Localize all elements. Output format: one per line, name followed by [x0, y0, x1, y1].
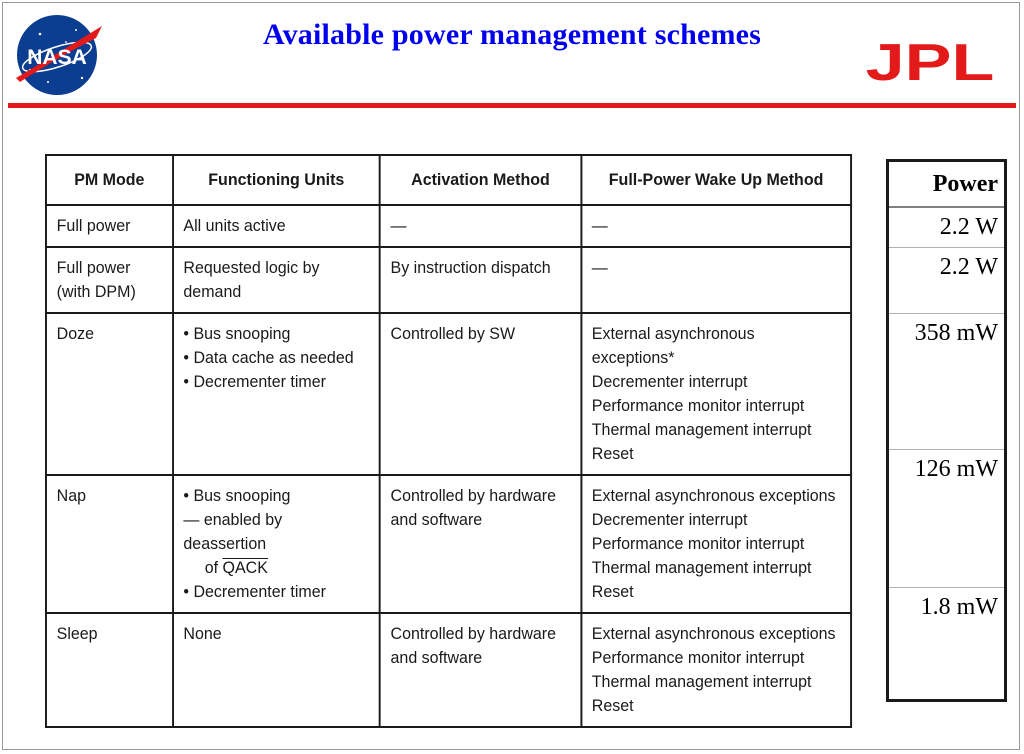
- header-activation-method: Activation Method: [380, 155, 581, 205]
- svg-text:JPL: JPL: [865, 36, 995, 86]
- cell-wake: External asynchronous exceptions Performance monitor interrupt Thermal management interrupt Reset: [581, 613, 851, 727]
- table-row: [46, 247, 851, 313]
- cell-mode: Full power (with DPM): [46, 247, 173, 313]
- power-value: 2.2 W: [888, 248, 1006, 314]
- table-row: [46, 313, 851, 475]
- qack-signal: QACK: [222, 559, 268, 577]
- cell-units: • Bus snooping — enabled by deassertion of QACK • Decrementer timer: [173, 475, 380, 613]
- cell-mode: Nap: [46, 475, 173, 613]
- cell-units: None: [173, 613, 380, 727]
- header-functioning-units: Functioning Units: [173, 155, 380, 205]
- svg-text:NASA: NASA: [27, 46, 87, 69]
- power-row: [888, 450, 1006, 588]
- table-header-row: [46, 155, 851, 205]
- header-pm-mode: PM Mode: [46, 155, 173, 205]
- power-modes-table: [45, 154, 852, 728]
- cell-mode: Doze: [46, 313, 173, 475]
- table-row: [46, 613, 851, 727]
- cell-units: All units active: [173, 205, 380, 247]
- table-row: [46, 205, 851, 247]
- jpl-logo-icon: [850, 36, 1010, 86]
- cell-wake: External asynchronous exceptions* Decrementer interrupt Performance monitor interrupt Thermal management interrupt Reset: [581, 313, 851, 475]
- power-row: [888, 314, 1006, 450]
- power-column-table: [886, 159, 1007, 702]
- power-header: Power: [888, 161, 1006, 207]
- cell-activation: Controlled by hardware and software: [380, 475, 581, 613]
- cell-activation: Controlled by SW: [380, 313, 581, 475]
- table-row: [46, 475, 851, 613]
- cell-activation: Controlled by hardware and software: [380, 613, 581, 727]
- cell-activation: —: [380, 205, 581, 247]
- slide-title: Available power management schemes: [262, 18, 762, 51]
- cell-units: • Bus snooping • Data cache as needed • Decrementer timer: [173, 313, 380, 475]
- cell-wake: External asynchronous exceptions Decrementer interrupt Performance monitor interrupt Thermal management interrupt Reset: [581, 475, 851, 613]
- header-wake-up-method: Full-Power Wake Up Method: [581, 155, 851, 205]
- cell-mode: Sleep: [46, 613, 173, 727]
- cell-units: Requested logic by demand: [173, 247, 380, 313]
- power-header-row: [888, 161, 1006, 207]
- header-rule: [8, 103, 1016, 108]
- power-value: 358 mW: [888, 314, 1006, 450]
- power-row: [888, 207, 1006, 248]
- power-row: [888, 588, 1006, 701]
- cell-mode: Full power: [46, 205, 173, 247]
- power-value: 126 mW: [888, 450, 1006, 588]
- power-value: 1.8 mW: [920, 594, 998, 620]
- cell-wake: —: [581, 205, 851, 247]
- cell-wake: —: [581, 247, 851, 313]
- power-row: [888, 248, 1006, 314]
- cell-activation: By instruction dispatch: [380, 247, 581, 313]
- power-value: 2.2 W: [888, 207, 1006, 248]
